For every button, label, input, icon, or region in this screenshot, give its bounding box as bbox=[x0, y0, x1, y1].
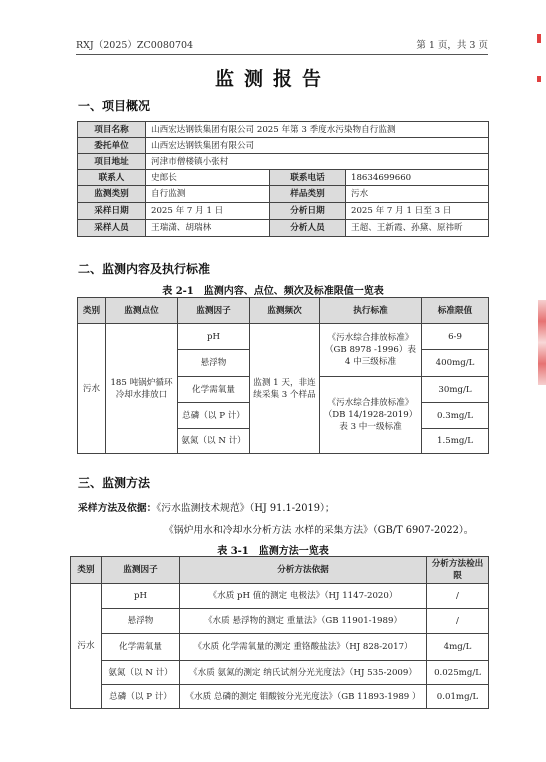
factor-cell: 悬浮物 bbox=[178, 350, 250, 377]
section-monitoring-method: 三、监测方法 bbox=[78, 476, 151, 490]
limit-cell: 0.3mg/L bbox=[422, 403, 489, 429]
detection-limit-cell: 4mg/L bbox=[427, 634, 489, 661]
sampling-method-1: 《污水监测技术规范》（HJ 91.1-2019）； bbox=[156, 503, 335, 514]
phone-label: 联系电话 bbox=[270, 170, 346, 186]
report-number: RXJ（2025）ZC0080704 bbox=[76, 40, 194, 51]
table-row bbox=[71, 661, 489, 685]
seal-edge-mark bbox=[537, 34, 541, 43]
method-cell: 《水质 悬浮物的测定 重量法》（GB 11901-1989） bbox=[180, 609, 427, 634]
contact: 史郎长 bbox=[146, 170, 270, 186]
factor-cell: 总磷（以 P 计） bbox=[178, 403, 250, 429]
table-row bbox=[78, 170, 489, 186]
table-row bbox=[71, 634, 489, 661]
sampling-method-2: 《锅炉用水和冷却水分析方法 水样的采集方法》（GB/T 6907-2022）。 bbox=[164, 525, 474, 536]
analysis-date-label: 分析日期 bbox=[270, 203, 346, 220]
frequency-cell: 监测 1 天，非连续采集 3 个样品 bbox=[250, 324, 320, 454]
limit-cell: 6-9 bbox=[422, 324, 489, 350]
col-header: 类别 bbox=[71, 557, 102, 584]
monitoring-method-table bbox=[70, 556, 489, 709]
detection-limit-cell: / bbox=[427, 609, 489, 634]
samplers: 王瑞潇、胡瑞林 bbox=[146, 220, 270, 237]
monitor-point-cell: 185 吨锅炉循环冷却水排放口 bbox=[106, 324, 178, 454]
table-row bbox=[78, 138, 489, 154]
table-row bbox=[78, 203, 489, 220]
limit-cell: 30mg/L bbox=[422, 377, 489, 403]
address-label: 项目地址 bbox=[78, 154, 146, 170]
seal-edge-mark bbox=[537, 76, 541, 82]
factor-cell: 化学需氧量 bbox=[102, 634, 180, 661]
col-header: 分析方法检出限 bbox=[427, 557, 489, 584]
col-header: 执行标准 bbox=[320, 298, 422, 324]
table-3-1-caption: 表 3-1 监测方法一览表 bbox=[217, 546, 329, 557]
table-row bbox=[78, 154, 489, 170]
sampling-method-label: 采样方法及依据： bbox=[78, 503, 157, 514]
table-row bbox=[71, 584, 489, 609]
page-info: 第 1 页，共 3 页 bbox=[416, 40, 488, 51]
method-cell: 《水质 pH 值的测定 电极法》（HJ 1147-2020） bbox=[180, 584, 427, 609]
seal-edge-mark bbox=[538, 300, 546, 385]
address: 河津市僧楼镇小张村 bbox=[146, 154, 489, 170]
limit-cell: 400mg/L bbox=[422, 350, 489, 377]
table-row bbox=[78, 122, 489, 138]
table-row bbox=[71, 609, 489, 634]
monitoring-content-table bbox=[77, 297, 489, 454]
report-title: 监测报告 bbox=[214, 68, 331, 90]
project-name-label: 项目名称 bbox=[78, 122, 146, 138]
col-header: 监测因子 bbox=[178, 298, 250, 324]
sample-type-label: 样品类别 bbox=[270, 186, 346, 203]
contact-label: 联系人 bbox=[78, 170, 146, 186]
project-info-table bbox=[77, 121, 489, 237]
standard-cell: 《污水综合排放标准》（DB 14/1928-2019）表 3 中一级标准 bbox=[320, 377, 422, 454]
limit-cell: 1.5mg/L bbox=[422, 429, 489, 454]
sample-type: 污水 bbox=[346, 186, 489, 203]
table-row bbox=[71, 685, 489, 709]
analysts-label: 分析人员 bbox=[270, 220, 346, 237]
col-header: 监测点位 bbox=[106, 298, 178, 324]
factor-cell: 化学需氧量 bbox=[178, 377, 250, 403]
project-name: 山西宏达钢铁集团有限公司 2025 年第 3 季度水污染物自行监测 bbox=[146, 122, 489, 138]
client: 山西宏达钢铁集团有限公司 bbox=[146, 138, 489, 154]
sample-date: 2025 年 7 月 1 日 bbox=[146, 203, 270, 220]
col-header: 类别 bbox=[78, 298, 106, 324]
analysis-date: 2025 年 7 月 1 日至 3 日 bbox=[346, 203, 489, 220]
analysts: 王超、王新霞、孙黛、原祎昕 bbox=[346, 220, 489, 237]
monitor-type-label: 监测类别 bbox=[78, 186, 146, 203]
factor-cell: 总磷（以 P 计） bbox=[102, 685, 180, 709]
category-cell: 污水 bbox=[78, 324, 106, 454]
sampling-method-line-1 bbox=[78, 500, 335, 514]
table-row bbox=[78, 324, 489, 350]
factor-cell: pH bbox=[178, 324, 250, 350]
section-project-overview: 一、项目概况 bbox=[78, 99, 151, 113]
col-header: 标准限值 bbox=[422, 298, 489, 324]
method-cell: 《水质 总磷的测定 钼酸铵分光光度法》（GB 11893-1989 ） bbox=[180, 685, 427, 709]
factor-cell: 悬浮物 bbox=[102, 609, 180, 634]
table-header-row bbox=[78, 298, 489, 324]
page-header bbox=[76, 37, 488, 55]
phone: 18634699660 bbox=[346, 170, 489, 186]
col-header: 监测频次 bbox=[250, 298, 320, 324]
detection-limit-cell: / bbox=[427, 584, 489, 609]
detection-limit-cell: 0.01mg/L bbox=[427, 685, 489, 709]
standard-cell: 《污水综合排放标准》（GB 8978 -1996）表 4 中三级标准 bbox=[320, 324, 422, 377]
samplers-label: 采样人员 bbox=[78, 220, 146, 237]
detection-limit-cell: 0.025mg/L bbox=[427, 661, 489, 685]
table-header-row bbox=[71, 557, 489, 584]
client-label: 委托单位 bbox=[78, 138, 146, 154]
factor-cell: 氨氮（以 N 计） bbox=[102, 661, 180, 685]
table-2-1-caption: 表 2-1 监测内容、点位、频次及标准限值一览表 bbox=[162, 286, 384, 297]
col-header: 分析方法依据 bbox=[180, 557, 427, 584]
method-cell: 《水质 氨氮的测定 纳氏试剂分光光度法》（HJ 535-2009） bbox=[180, 661, 427, 685]
method-cell: 《水质 化学需氧量的测定 重铬酸盐法》（HJ 828-2017） bbox=[180, 634, 427, 661]
category-cell: 污水 bbox=[71, 584, 102, 709]
sample-date-label: 采样日期 bbox=[78, 203, 146, 220]
section-monitoring-content: 二、监测内容及执行标准 bbox=[78, 262, 211, 276]
monitor-type: 自行监测 bbox=[146, 186, 270, 203]
factor-cell: 氨氮（以 N 计） bbox=[178, 429, 250, 454]
factor-cell: pH bbox=[102, 584, 180, 609]
table-row bbox=[78, 186, 489, 203]
table-row bbox=[78, 220, 489, 237]
col-header: 监测因子 bbox=[102, 557, 180, 584]
